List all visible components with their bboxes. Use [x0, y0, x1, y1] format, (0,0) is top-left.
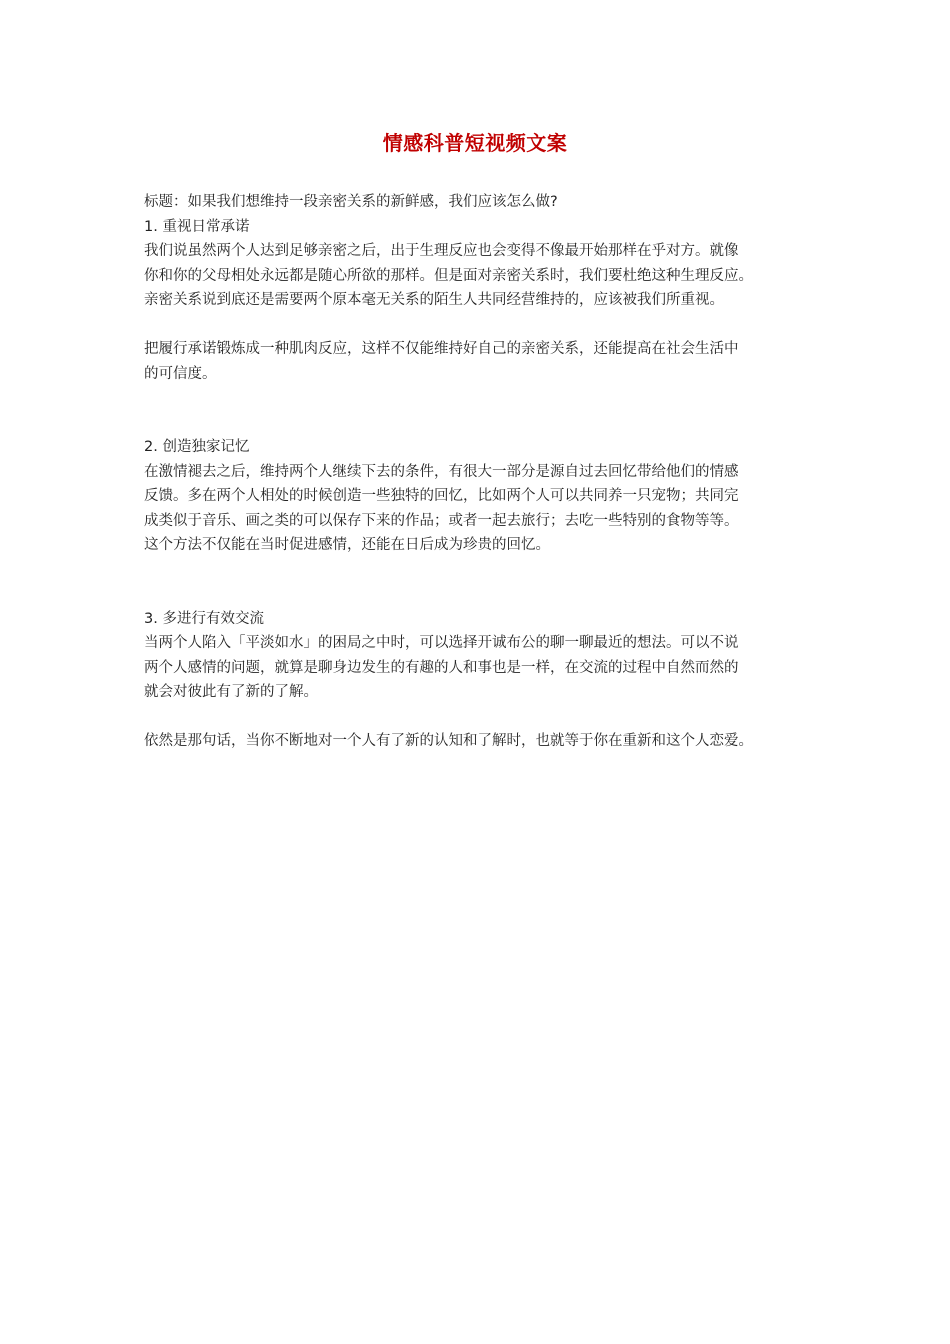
section-heading: 2. 创造独家记忆	[144, 439, 250, 455]
document-title: 情感科普短视频文案	[382, 131, 568, 155]
paragraph-line: 在激情褪去之后，维持两个人继续下去的条件，有很大一部分是源自过去回忆带给他们的情感	[144, 463, 739, 480]
paragraph-line: 反馈。多在两个人相处的时候创造一些独特的回忆，比如两个人可以共同养一只宠物；共同完	[144, 488, 739, 504]
section-spacer	[144, 558, 814, 607]
document-body	[144, 190, 814, 754]
paragraph-line: 两个人感情的问题，就算是聊身边发生的有趣的人和事也是一样，在交流的过程中自然而然的	[144, 659, 739, 676]
paragraph-line: 把履行承诺锻炼成一种肌肉反应，这样不仅能维持好自己的亲密关系，还能提高在社会生活中	[144, 341, 739, 357]
paragraph-line: 当两个人陷入「平淡如水」的困局之中时，可以选择开诚布公的聊一聊最近的想法。可以不说	[144, 635, 739, 651]
paragraph-line: 亲密关系说到底还是需要两个原本毫无关系的陌生人共同经营维持的，应该被我们所重视。	[144, 292, 724, 308]
paragraph-line: 这个方法不仅能在当时促进感情，还能在日后成为珍贵的回忆。	[144, 537, 550, 553]
paragraph-spacer	[144, 705, 814, 730]
paragraph-line: 就会对彼此有了新的了解。	[144, 684, 318, 700]
paragraph-line: 成类似于音乐、画之类的可以保存下来的作品；或者一起去旅行；去吃一些特别的食物等等。	[144, 512, 739, 529]
paragraph-spacer	[144, 313, 814, 338]
subject-line: 标题：如果我们想维持一段亲密关系的新鲜感，我们应该怎么做?	[144, 194, 558, 210]
paragraph-line: 你和你的父母相处永远都是随心所欲的那样。但是面对亲密关系时，我们要杜绝这种生理反应。	[144, 267, 753, 284]
paragraph-line: 依然是那句话，当你不断地对一个人有了新的认知和了解时，也就等于你在重新和这个人恋爱。	[144, 733, 753, 749]
paragraph-line: 的可信度。	[144, 365, 217, 382]
section-heading: 3. 多进行有效交流	[144, 610, 264, 627]
section-heading: 1. 重视日常承诺	[144, 218, 250, 235]
paragraph-line: 我们说虽然两个人达到足够亲密之后，出于生理反应也会变得不像最开始那样在乎对方。就像	[144, 243, 739, 259]
section-spacer	[144, 386, 814, 435]
